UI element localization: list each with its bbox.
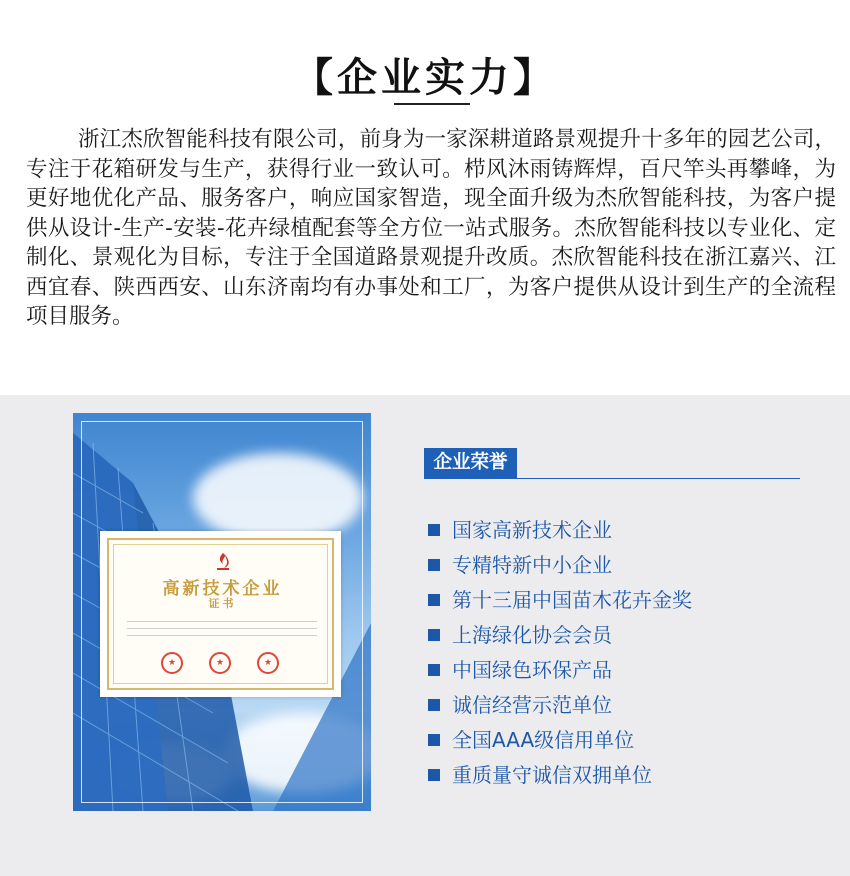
square-bullet-icon: [428, 594, 440, 606]
certificate-line: [127, 621, 317, 622]
certificate-title: 高新技术企业: [162, 579, 283, 599]
honors-list: [428, 513, 692, 793]
square-bullet-icon: [428, 629, 440, 641]
honor-label: 第十三届中国苗木花卉金奖: [452, 588, 692, 612]
honor-label: 中国绿色环保产品: [452, 658, 612, 682]
honor-item: [428, 548, 692, 583]
honor-item: [428, 513, 692, 548]
square-bullet-icon: [428, 769, 440, 781]
square-bullet-icon: [428, 699, 440, 711]
certificate-border: [107, 538, 334, 690]
honor-item: [428, 723, 692, 758]
red-seal-icon: [209, 652, 231, 674]
square-bullet-icon: [428, 664, 440, 676]
honor-label: 专精特新中小企业: [452, 553, 612, 577]
square-bullet-icon: [428, 524, 440, 536]
company-intro-paragraph: 浙江杰欣智能科技有限公司，前身为一家深耕道路景观提升十多年的园艺公司，专注于花箱研发与生产，获得行业一致认可。栉风沐雨铸辉焊，百尺竿头再攀峰，为更好地优化产品、服务客户，响应国家智造，现全面升级为杰欣智能科技，为客户提供从设计-生产-安装-花卉绿植配套等全方位一站式服务。杰欣智能科技以专业化、定制化、景观化为目标，专注于全国道路景观提升改质。杰欣智能科技在浙江嘉兴、江西宜春、陕西西安、山东济南均有办事处和工厂，为客户提供从设计到生产的全流程项目服务。: [26, 127, 836, 329]
honors-heading-rule: [424, 478, 800, 479]
certificate-subtitle: 证书: [208, 597, 237, 610]
certificate-text-lines: [127, 615, 317, 641]
section-heading: 【企业实力】: [293, 55, 557, 101]
certificate-line: [127, 628, 317, 629]
heading-underline: [394, 103, 470, 105]
honor-label: 国家高新技术企业: [452, 518, 612, 542]
square-bullet-icon: [428, 559, 440, 571]
honor-label: 诚信经营示范单位: [452, 693, 612, 717]
honor-item: [428, 758, 692, 793]
honor-item: [428, 583, 692, 618]
honors-section: [0, 395, 850, 876]
square-bullet-icon: [428, 734, 440, 746]
honor-label: 重质量守诚信双拥单位: [452, 763, 652, 787]
honor-item: [428, 653, 692, 688]
red-seal-icon: [161, 652, 183, 674]
company-strength-section: [0, 0, 850, 395]
honor-item: [428, 688, 692, 723]
red-seal-icon: [257, 652, 279, 674]
flame-emblem-icon: [212, 552, 234, 572]
honor-label: 上海绿化协会会员: [452, 623, 612, 647]
certificate-line: [127, 635, 317, 636]
certificate-image: [100, 531, 341, 697]
honor-item: [428, 618, 692, 653]
honor-label: 全国AAA级信用单位: [452, 728, 635, 752]
honors-heading: 企业荣誉: [424, 448, 517, 478]
